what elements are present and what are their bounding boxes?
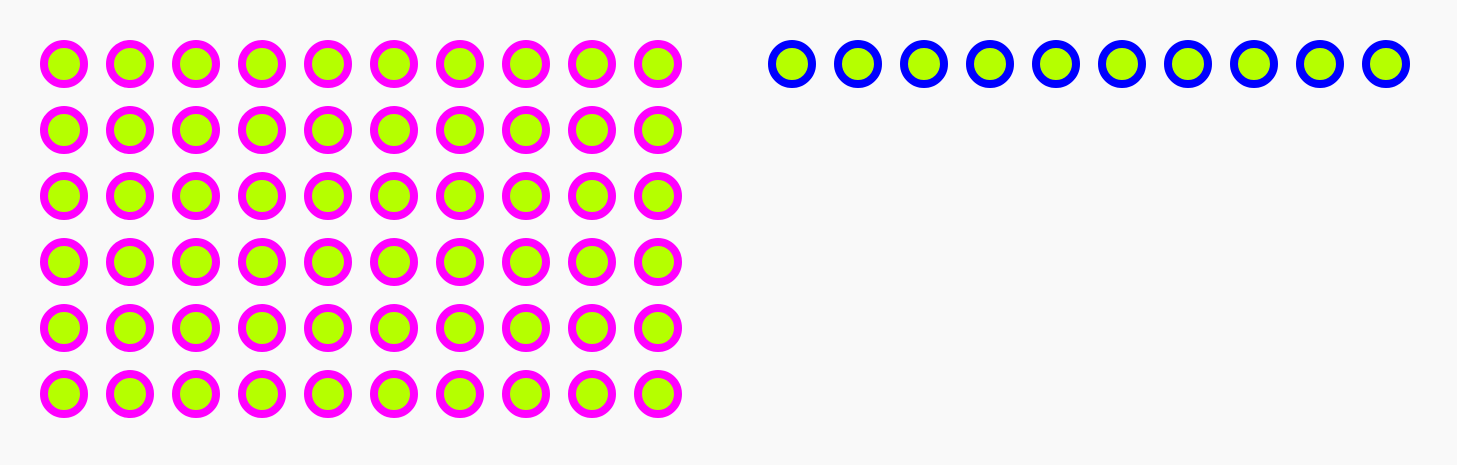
magenta-ring-dot	[304, 40, 352, 88]
magenta-ring-dot	[304, 304, 352, 352]
magenta-ring-dot	[370, 40, 418, 88]
blue-ring-dot	[1098, 40, 1146, 88]
magenta-ring-dot	[436, 40, 484, 88]
magenta-ring-dot	[370, 106, 418, 154]
magenta-ring-dot	[634, 304, 682, 352]
magenta-ring-dot	[172, 238, 220, 286]
magenta-ring-dot	[172, 40, 220, 88]
magenta-ring-dot	[106, 40, 154, 88]
magenta-ring-dot	[568, 370, 616, 418]
magenta-ring-dot	[40, 172, 88, 220]
magenta-ring-dot	[40, 40, 88, 88]
blue-ring-dot	[768, 40, 816, 88]
magenta-dot-grid	[40, 40, 682, 418]
magenta-ring-dot	[502, 304, 550, 352]
magenta-ring-dot	[106, 304, 154, 352]
magenta-ring-dot	[568, 238, 616, 286]
magenta-ring-dot	[502, 40, 550, 88]
magenta-ring-dot	[172, 304, 220, 352]
magenta-ring-dot	[634, 172, 682, 220]
blue-dot-row	[768, 40, 1410, 88]
magenta-ring-dot	[106, 106, 154, 154]
magenta-ring-dot	[370, 304, 418, 352]
magenta-ring-dot	[370, 370, 418, 418]
magenta-ring-dot	[502, 172, 550, 220]
blue-ring-dot	[1032, 40, 1080, 88]
magenta-ring-dot	[40, 106, 88, 154]
magenta-ring-dot	[304, 370, 352, 418]
magenta-ring-dot	[40, 370, 88, 418]
magenta-ring-dot	[634, 40, 682, 88]
magenta-ring-dot	[238, 304, 286, 352]
magenta-ring-dot	[304, 238, 352, 286]
magenta-ring-dot	[238, 40, 286, 88]
blue-ring-dot	[834, 40, 882, 88]
magenta-ring-dot	[502, 106, 550, 154]
magenta-ring-dot	[568, 172, 616, 220]
magenta-ring-dot	[172, 370, 220, 418]
magenta-ring-dot	[370, 172, 418, 220]
blue-ring-dot	[900, 40, 948, 88]
blue-ring-dot	[966, 40, 1014, 88]
magenta-ring-dot	[436, 172, 484, 220]
magenta-ring-dot	[172, 172, 220, 220]
magenta-ring-dot	[40, 238, 88, 286]
magenta-ring-dot	[238, 106, 286, 154]
magenta-ring-dot	[634, 370, 682, 418]
magenta-ring-dot	[436, 106, 484, 154]
magenta-ring-dot	[634, 106, 682, 154]
magenta-ring-dot	[238, 238, 286, 286]
magenta-ring-dot	[304, 106, 352, 154]
magenta-ring-dot	[106, 370, 154, 418]
magenta-ring-dot	[568, 40, 616, 88]
blue-ring-dot	[1164, 40, 1212, 88]
blue-ring-dot	[1296, 40, 1344, 88]
magenta-ring-dot	[106, 172, 154, 220]
magenta-ring-dot	[172, 106, 220, 154]
magenta-ring-dot	[634, 238, 682, 286]
magenta-ring-dot	[106, 238, 154, 286]
blue-ring-dot	[1362, 40, 1410, 88]
magenta-ring-dot	[238, 172, 286, 220]
magenta-ring-dot	[568, 304, 616, 352]
magenta-ring-dot	[238, 370, 286, 418]
magenta-ring-dot	[436, 370, 484, 418]
magenta-ring-dot	[40, 304, 88, 352]
magenta-ring-dot	[502, 370, 550, 418]
magenta-ring-dot	[304, 172, 352, 220]
magenta-ring-dot	[436, 238, 484, 286]
magenta-ring-dot	[436, 304, 484, 352]
magenta-ring-dot	[370, 238, 418, 286]
magenta-ring-dot	[568, 106, 616, 154]
magenta-ring-dot	[502, 238, 550, 286]
blue-ring-dot	[1230, 40, 1278, 88]
